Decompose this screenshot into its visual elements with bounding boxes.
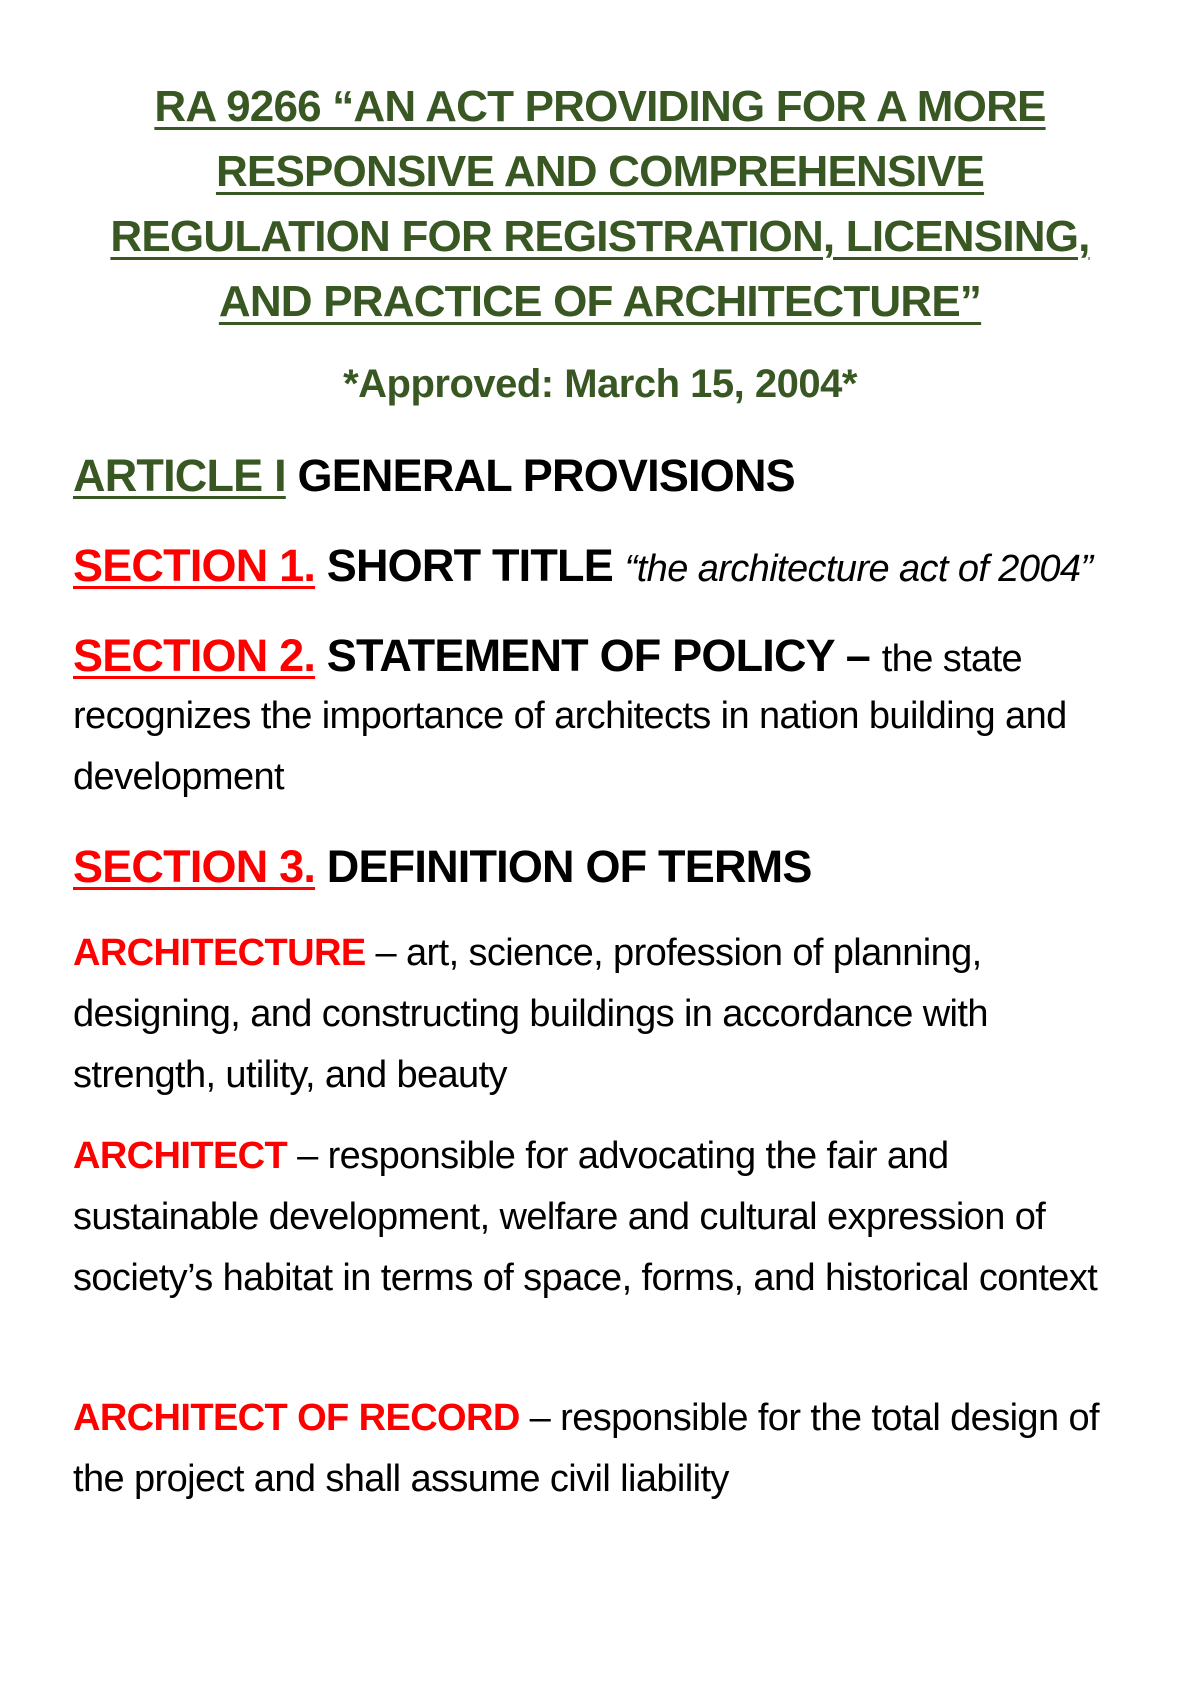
- section-3: [73, 841, 1133, 893]
- section-dash: –: [834, 630, 882, 681]
- section-label: SECTION 2.: [73, 630, 316, 681]
- section-heading: SHORT TITLE: [326, 540, 613, 591]
- section-heading: STATEMENT OF POLICY: [326, 630, 835, 681]
- title-line: REGULATION FOR REGISTRATION, LICENSING,: [110, 212, 1090, 261]
- term-architect: [73, 1126, 1133, 1309]
- section-label: SECTION 3.: [73, 841, 316, 892]
- section-2-body: recognizes the importance of architects in nation building and development: [73, 695, 1067, 798]
- article-label: ARTICLE I: [73, 450, 286, 501]
- document-title: [60, 74, 1140, 334]
- term-name: ARCHITECT: [73, 1135, 288, 1177]
- article-title: GENERAL PROVISIONS: [297, 450, 795, 501]
- term-definition: – responsible for the total design of the project and shall assume civil liability: [73, 1397, 1099, 1500]
- article-heading: [73, 450, 1133, 502]
- section-2: [73, 630, 1133, 682]
- term-name: ARCHITECT OF RECORD: [73, 1397, 520, 1439]
- section-label: SECTION 1.: [73, 540, 316, 591]
- term-architect-of-record: [73, 1388, 1133, 1510]
- title-line: AND PRACTICE OF ARCHITECTURE”: [218, 277, 982, 326]
- section-1: [73, 540, 1133, 592]
- title-line: RA 9266 “AN ACT PROVIDING FOR A MORE: [154, 82, 1046, 131]
- term-definition: – responsible for advocating the fair and sustainable development, welfare and cultural expression of society’s habitat in terms of space, forms, and historical context: [73, 1135, 1098, 1299]
- term-architecture: [73, 923, 1133, 1106]
- term-definition: – art, science, profession of planning, designing, and constructing buildings in accordance with strength, utility, and beauty: [73, 932, 988, 1096]
- term-name: ARCHITECTURE: [73, 932, 366, 974]
- short-title-note: “the architecture act of 2004”: [624, 548, 1093, 590]
- approval-date: *Approved: March 15, 2004*: [343, 362, 857, 406]
- section-text-inline: the state: [881, 638, 1023, 680]
- section-heading: DEFINITION OF TERMS: [326, 841, 812, 892]
- title-line: RESPONSIVE AND COMPREHENSIVE: [215, 147, 985, 196]
